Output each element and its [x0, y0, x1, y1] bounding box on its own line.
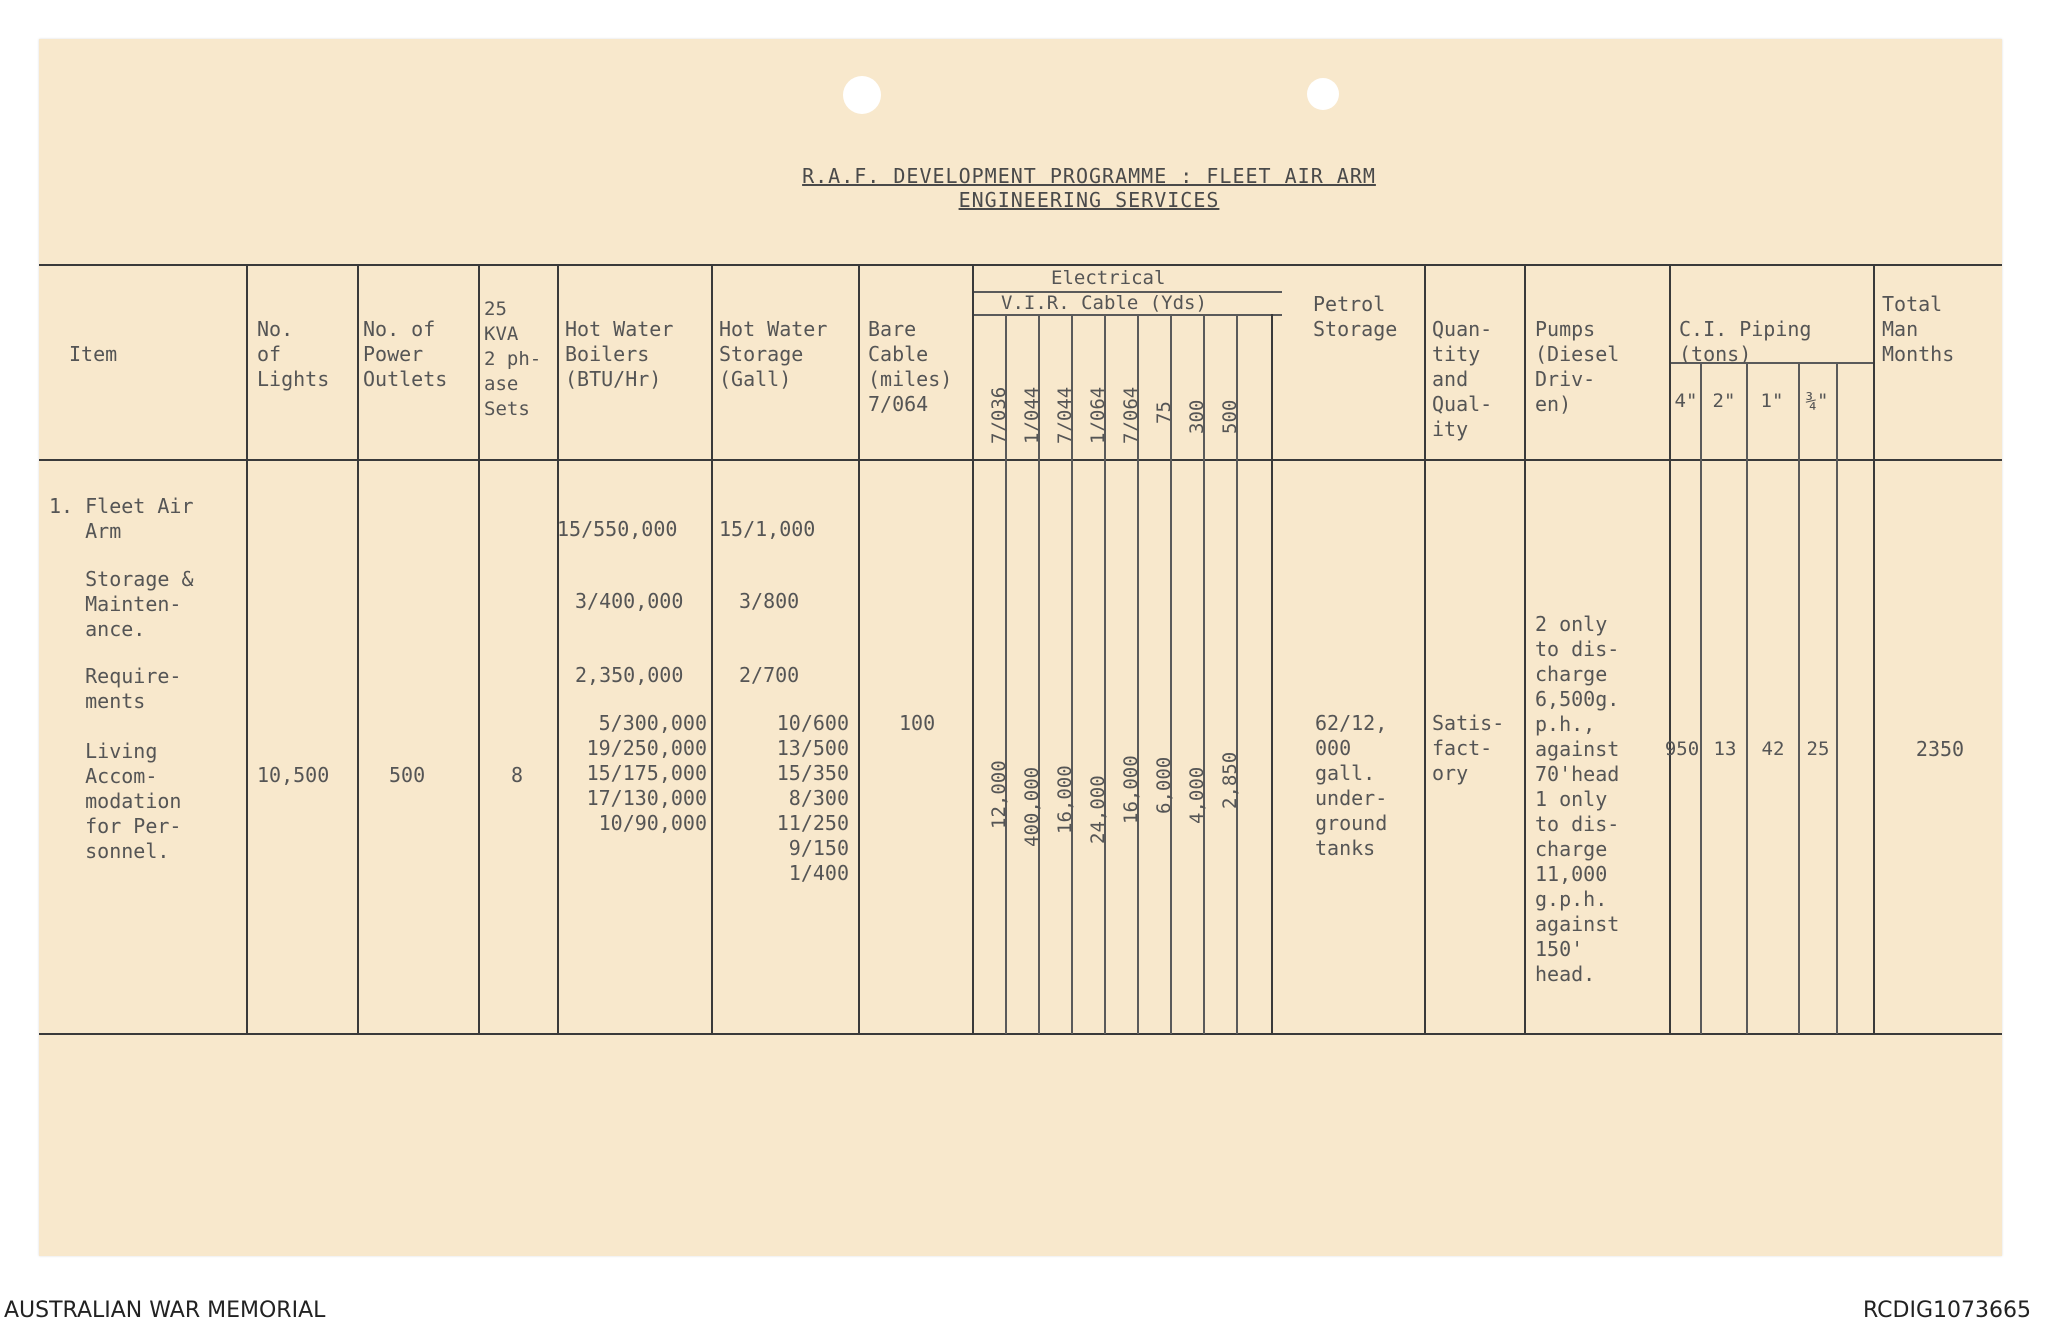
ci-size-label: 2"	[1712, 390, 1736, 412]
vir-size-label: 1/044	[1021, 386, 1043, 444]
column-rule	[1424, 264, 1426, 1034]
header-boilers: Hot Water Boilers (BTU/Hr)	[565, 317, 674, 391]
column-rule	[858, 264, 860, 1034]
document-title	[739, 164, 1439, 212]
pumps-value: 2 only to dis- charge 6,500g. p.h., against 70'head 1 only to dis- charge 11,000 g.p.h. against 150' head.	[1535, 612, 1620, 986]
ci-value: 25	[1806, 738, 1830, 760]
storage-value: 2/700	[739, 663, 800, 687]
header-lights: No. of Lights	[257, 317, 330, 391]
lights-value: 10,500	[257, 763, 330, 787]
piping-subcolumn-rule	[1700, 362, 1702, 1034]
header-pumps: Pumps (Diesel Driv- en)	[1535, 317, 1620, 416]
kva-value: 8	[511, 763, 524, 787]
punch-hole	[843, 76, 881, 114]
document-page	[39, 39, 2002, 1256]
vir-value: 400,000	[1021, 766, 1043, 847]
man-months-value: 2350	[1915, 737, 1965, 761]
column-rule	[557, 264, 559, 1034]
ci-value: 950	[1664, 738, 1700, 760]
vir-size-label: 500	[1219, 399, 1241, 434]
petrol-value: 62/12, 000 gall. under- ground tanks	[1315, 711, 1388, 860]
item-text: Require- ments	[85, 664, 182, 713]
column-rule	[711, 264, 713, 1034]
footer-id: RCDIG1073665	[1862, 1298, 2031, 1323]
header-item: Item	[69, 342, 118, 366]
outlets-value: 500	[389, 763, 426, 787]
quantity-value: Satis- fact- ory	[1432, 711, 1505, 785]
header-electrical: Electrical	[1051, 267, 1166, 289]
header-ci-piping: C.I. Piping (tons)	[1679, 317, 1812, 366]
ci-value: 13	[1713, 738, 1737, 760]
vir-value: 4,000	[1186, 766, 1208, 824]
ci-size-label: ¾"	[1805, 390, 1829, 412]
vir-size-label: 7/044	[1054, 386, 1076, 444]
column-rule	[1524, 264, 1526, 1034]
header-bare-cable: Bare Cable (miles) 7/064	[868, 317, 953, 416]
header-kva: 25 KVA 2 ph- ase Sets	[484, 298, 542, 420]
column-rule	[246, 264, 248, 1034]
storage-value: 10/600 13/500 15/350 8/300 11/250 9/150 1/400	[776, 711, 849, 885]
column-rule	[972, 264, 974, 1034]
column-rule	[357, 264, 359, 1034]
vir-size-label: 7/064	[1120, 386, 1142, 444]
vir-value: 6,000	[1153, 756, 1175, 814]
header-storage: Hot Water Storage (Gall)	[719, 317, 828, 391]
column-rule	[1271, 314, 1273, 1034]
column-rule	[478, 264, 480, 1034]
vir-value: 16,000	[1054, 765, 1076, 834]
table-bottom-rule	[39, 1033, 2002, 1035]
footer-source: AUSTRALIAN WAR MEMORIAL	[4, 1298, 326, 1323]
column-rule	[1873, 264, 1875, 1034]
ci-size-label: 4"	[1674, 390, 1698, 412]
item-text: 1. Fleet Air Arm	[49, 494, 194, 543]
header-outlets: No. of Power Outlets	[363, 317, 448, 391]
bare-cable-value: 100	[899, 711, 936, 735]
vir-size-label: 300	[1186, 399, 1208, 434]
table-top-rule	[39, 264, 2002, 266]
ci-size-label: 1"	[1760, 390, 1784, 412]
vir-value: 12,000	[988, 760, 1010, 829]
header-man-months: Total Man Months	[1882, 292, 1955, 366]
boilers-value: 15/550,000	[557, 517, 678, 541]
header-petrol: Petrol Storage	[1313, 292, 1398, 341]
boilers-value: 3/400,000	[575, 589, 684, 613]
vir-size-label: 1/064	[1087, 386, 1109, 444]
header-bottom-rule	[39, 459, 2002, 461]
boilers-value: 5/300,000 19/250,000 15/175,000 17/130,000 10/90,000	[586, 711, 707, 835]
boilers-value: 2,350,000	[575, 663, 684, 687]
storage-value: 3/800	[739, 589, 800, 613]
piping-subcolumn-rule	[1798, 362, 1800, 1034]
vir-value: 2,850	[1219, 751, 1241, 809]
storage-value: 15/1,000	[719, 517, 816, 541]
item-text: Storage & Mainten- ance.	[85, 567, 194, 641]
piping-subcolumn-rule	[1836, 362, 1838, 1034]
vir-size-label: 7/036	[988, 386, 1010, 444]
item-text: Living Accom- modation for Per- sonnel.	[85, 739, 182, 863]
vir-value: 16,000	[1120, 755, 1142, 824]
title-line-2: ENGINEERING SERVICES	[958, 188, 1220, 212]
header-quantity: Quan- tity and Qual- ity	[1432, 317, 1493, 441]
vir-value: 24,000	[1087, 775, 1109, 844]
title-line-1: R.A.F. DEVELOPMENT PROGRAMME : FLEET AIR ARM	[802, 164, 1376, 188]
ci-value: 42	[1761, 738, 1785, 760]
punch-hole	[1307, 78, 1339, 110]
column-rule	[1669, 264, 1671, 1034]
piping-subcolumn-rule	[1746, 362, 1748, 1034]
header-vir-cable: V.I.R. Cable (Yds)	[1001, 292, 1207, 314]
vir-size-label: 75	[1153, 401, 1175, 424]
